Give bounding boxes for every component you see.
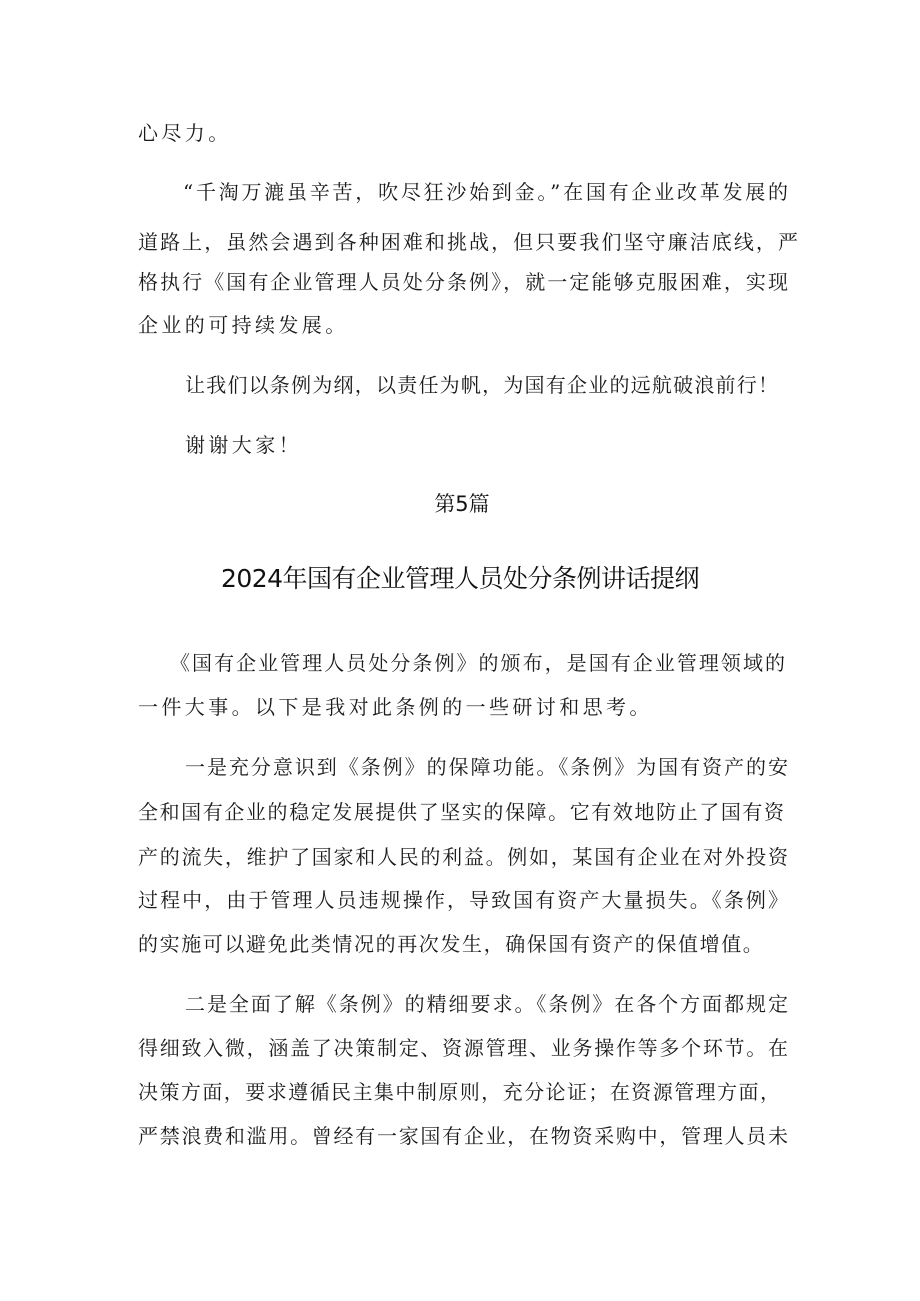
body-line: 《国有企业管理人员处分条例》的颁布，是国有企业管理领域的 [170, 651, 785, 675]
body-line: 一是充分意识到《条例》的保障功能。《条例》为国有资产的安 [185, 755, 788, 779]
section-number: 第5篇 [434, 492, 490, 516]
intro-line: 格执行《国有企业管理人员处分条例》，就一定能够克服困难，实现 [138, 270, 788, 294]
body-line: 过程中，由于管理人员违规操作，导致国有资产大量损失。《条例》 [138, 888, 788, 912]
body-line: 严禁浪费和滥用。曾经有一家国有企业，在物资采购中，管理人员未 [138, 1124, 788, 1148]
intro-line: 谢谢大家！ [185, 433, 302, 457]
intro-line: 企业的可持续发展。 [138, 313, 349, 337]
intro-line: 让我们以条例为纲，以责任为帆，为国有企业的远航破浪前行！ [185, 373, 778, 397]
body-line: 全和国有企业的稳定发展提供了坚实的保障。它有效地防止了国有资 [138, 800, 784, 824]
body-line: 产的流失，维护了国家和人民的利益。例如，某国有企业在对外投资 [138, 845, 788, 869]
body-line: 得细致入微，涵盖了决策制定、资源管理、业务操作等多个环节。在 [138, 1036, 788, 1060]
document-title: 2024年国有企业管理人员处分条例讲话提纲 [220, 564, 700, 593]
body-line: 的实施可以避免此类情况的再次发生，确保国有资产的保值增值。 [138, 932, 765, 956]
body-line: 二是全面了解《条例》的精细要求。《条例》在各个方面都规定 [185, 992, 788, 1016]
intro-line: “千淘万漉虽辛苦，吹尽狂沙始到金。”在国有企业改革发展的 [183, 180, 788, 204]
body-line: 一件大事。以下是我对此条例的一些研讨和思考。 [138, 695, 653, 719]
body-line: 决策方面，要求遵循民主集中制原则，充分论证；在资源管理方面， [138, 1080, 780, 1104]
intro-line: 心尽力。 [138, 121, 232, 145]
intro-line: 道路上，虽然会遇到各种困难和挑战，但只要我们坚守廉洁底线，严 [138, 230, 798, 254]
